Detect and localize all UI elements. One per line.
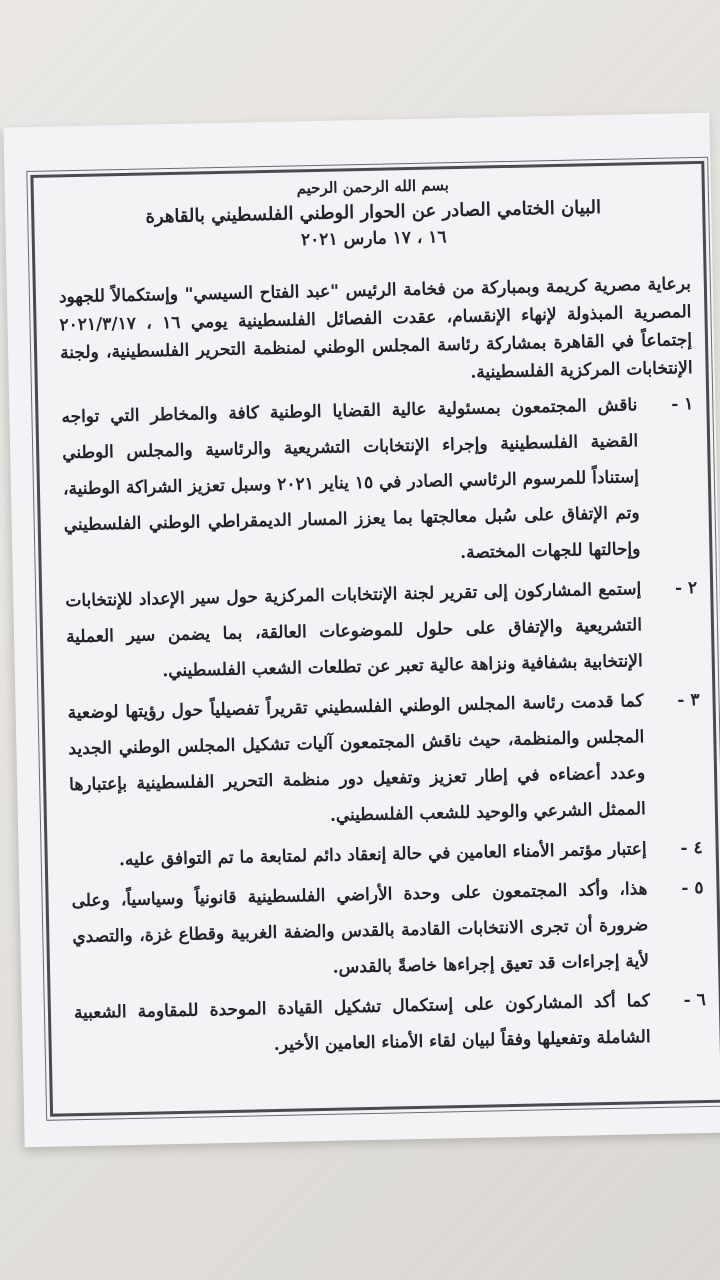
list-item xyxy=(71,870,705,991)
document-sheet xyxy=(3,113,720,1148)
item-number: ٤ - xyxy=(680,838,703,859)
basmala: بسم الله الرحمن الرحيم xyxy=(296,176,449,198)
list-item xyxy=(74,982,707,1067)
item-text: هذا، وأكد المجتمعون على وحدة الأراضي الفلسطينية قانونياً وسياسياً، وعلى ضرورة أن تجرى الانتخابات القادمة بالقدس والضفة الغربية وقطاع غزة، والتصدي لأية إجراءات قد تعيق إجراءها خاصةً بالقدس. xyxy=(71,879,650,978)
item-text: إعتبار مؤتمر الأمناء العامين في حالة إنعقاد دائم لمتابعة ما تم التوافق عليه. xyxy=(118,839,647,871)
item-number: ٢ - xyxy=(674,578,698,599)
item-text: كما أكد المشاركون على إستكمال تشكيل القيادة الموحدة للمقاومة الشعبية الشاملة وتفعيلها وفقاً لبيان لقاء الأمناء العامين الأخير. xyxy=(73,991,651,1056)
item-number: ٦ - xyxy=(683,989,707,1011)
intro-paragraph: برعاية مصرية كريمة وبمباركة من فخامة الرئيس "عبد الفتاح السيسي" وإستكمالاً للجهود المصرية المبذولة لإنهاء الإنقسام، عقدت الفصائل الفلسطينية يومي ١٦ ، ٢٠٢١/٣/١٧ إجتماعاً في القاهرة بمشاركة رئاسة المجلس الوطني لمنظمة التحرير الفلسطينية، ولجنة الإنتخابات المركزية الفلسطينية. xyxy=(58,274,693,383)
item-number: ٣ - xyxy=(677,690,700,711)
list-item xyxy=(61,386,697,579)
item-text: كما قدمت رئاسة المجلس الوطني الفلسطيني تقريراً تفصيلياً حول رؤيتها لوضعية المجلس والمنظمة، حيث ناقش المجتمعون آليات تشكيل المجلس الوطني الجديد وعدد أعضاءه في إطار تعزيز وتفعيل دور منظمة التحرير الفلسطينية بإعتبارها الممثل الشرعي والوحيد للشعب الفلسطيني. xyxy=(67,691,647,826)
list-item xyxy=(65,570,699,691)
item-text: إستمع المشاركون إلى تقرير لجنة الإنتخابات المركزية حول سير الإعداد للإنتخابات التشريعية والإتفاق على حلول للموضوعات العالقة، بما يضمن سير العملية الإنتخابية بشفافية ونزاهة عالية تعبر عن تطلعات الشعب الفلسطيني. xyxy=(65,579,643,682)
item-number: ١ - xyxy=(671,394,694,415)
list-item xyxy=(67,682,702,839)
document-date: ١٦ ، ١٧ مارس ٢٠٢١ xyxy=(300,227,447,251)
document-body xyxy=(57,171,708,1106)
document-title: البيان الختامي الصادر عن الحوار الوطني الفلسطيني بالقاهرة xyxy=(145,197,602,228)
item-text: ناقش المجتمعون بمسئولية عالية القضايا الوطنية كافة والمخاطر التي تواجه القضية الفلسطينية وإجراء الإنتخابات التشريعية والرئاسية والمجلس الوطني إستناداً للمرسوم الرئاسي الصادر في ١٥ يناير ٢٠٢١ وسبل تعزيز الشراكة الوطنية، وتم الإتفاق على سُبل معالجتها بما يعزز المسار الديمقراطي الوطني الفلسطيني وإحالتها للجهات المختصة. xyxy=(61,395,641,564)
item-number: ٥ - xyxy=(681,878,704,899)
